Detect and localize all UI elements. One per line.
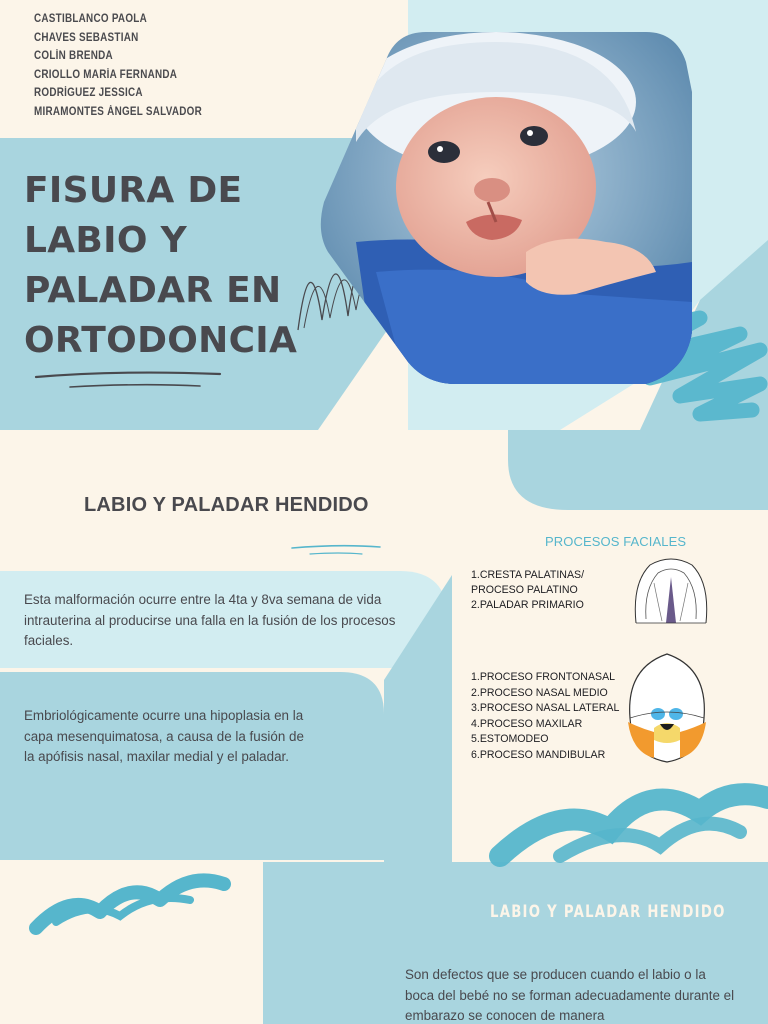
procesos-list-facial (471, 670, 631, 764)
bottom-heading: LABIO Y PALADAR HENDIDO (490, 902, 726, 922)
list-item: 3.PROCESO NASAL LATERAL (471, 702, 620, 715)
palate-diagram (628, 553, 714, 631)
list-item: 1.PROCESO FRONTONASAL (471, 671, 616, 683)
list-item: 5.ESTOMODEO (471, 733, 549, 746)
author-name: CRIOLLO MARÍA FERNANDA (34, 68, 178, 81)
list-item: PROCESO PALATINO (471, 584, 578, 597)
procesos-list-palate (471, 568, 631, 614)
author-name: COLÍN BRENDA (34, 50, 113, 63)
list-item: 6.PROCESO MANDIBULAR (471, 748, 606, 761)
title-line: ORTODONCIA (24, 320, 298, 361)
paragraph-malformation: Esta malformación ocurre entre la 4ta y 8va semana de vida intrauterina al producirse una falla en la fusión de los procesos faciales. (24, 592, 396, 648)
page-title (24, 166, 344, 366)
facial-processes-diagram (624, 648, 710, 766)
author-name: RODRÍGUEZ JESSICA (34, 87, 143, 100)
list-item: 1.CRESTA PALATINAS/ (471, 569, 585, 581)
title-line: FISURA DE (24, 170, 243, 211)
procesos-heading: PROCESOS FACIALES (545, 534, 687, 549)
author-name: CASTIBLANCO PAOLA (34, 13, 147, 25)
section-title: LABIO Y PALADAR HENDIDO (84, 494, 369, 516)
list-item: 2.PROCESO NASAL MEDIO (471, 686, 608, 699)
title-line: PALADAR EN (24, 270, 282, 311)
list-item: 4.PROCESO MAXILAR (471, 717, 583, 730)
author-name: CHAVES SEBASTIAN (34, 31, 139, 44)
authors-list (34, 10, 334, 122)
paragraph-embryology: Embriológicamente ocurre una hipoplasia en la capa mesenquimatosa, a causa de la fusión de la apófisis nasal, maxilar medial y el paladar. (24, 708, 304, 764)
paragraph-definition: Son defectos que se producen cuando el labio o la boca del bebé no se forman adecuadamente durante el embarazo se conocen de manera (405, 967, 735, 1023)
baby-photo (316, 32, 692, 384)
list-item: 2.PALADAR PRIMARIO (471, 599, 584, 612)
author-name: MIRAMONTES ÁNGEL SALVADOR (34, 105, 202, 118)
title-line: LABIO Y (24, 220, 187, 261)
